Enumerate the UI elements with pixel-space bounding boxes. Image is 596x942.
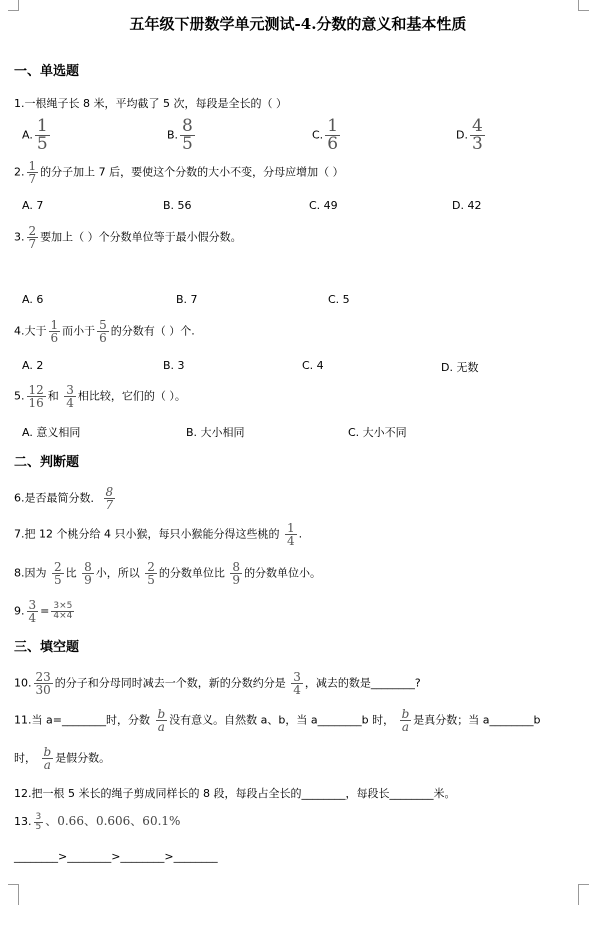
question-8-text: [14, 561, 321, 586]
q4-option-b[interactable]: B. 3: [163, 359, 185, 372]
q3-option-a[interactable]: A. 6: [22, 293, 44, 306]
q4-option-a[interactable]: A. 2: [22, 359, 44, 372]
text-part: .: [298, 527, 303, 541]
fraction: [97, 319, 109, 344]
question-9-text: [14, 599, 76, 624]
denominator: 6: [99, 331, 107, 345]
question-12-text: 12.把一根 5 米长的绳子剪成同样长的 8 段，每段占全长的________，每段长________米。: [14, 787, 456, 800]
option-label: D.: [456, 128, 468, 142]
fraction: [34, 671, 53, 696]
denominator: 30: [35, 683, 51, 697]
text-part: 和: [47, 389, 59, 403]
fraction: [180, 118, 195, 153]
fraction: [64, 384, 76, 409]
fraction: [291, 671, 303, 696]
fraction: [145, 561, 157, 586]
text-part: 没有意义。自然数 a、b，当 a________b 时，: [169, 713, 395, 727]
question-1-text: 1.一根绳子长 8 米，平均截了 5 次，每段是全长的（ ）: [14, 97, 287, 110]
q5-option-b[interactable]: B. 大小相同: [186, 426, 245, 439]
fraction: [104, 486, 116, 511]
numerator: 3: [66, 383, 74, 397]
fraction: [27, 384, 46, 409]
section-heading-single-choice: 一、单选题: [14, 64, 80, 79]
question-number: 10.: [14, 676, 32, 690]
numerator: 1: [50, 318, 59, 332]
q1-option-d[interactable]: [456, 118, 487, 153]
text-part: 的分数有（ ）个.: [110, 324, 195, 338]
denominator: 3: [471, 134, 483, 154]
question-11-text-cont: [14, 746, 110, 771]
q5-option-c[interactable]: C. 大小不同: [348, 426, 407, 439]
question-2-text: [14, 160, 344, 185]
option-label: C.: [312, 128, 324, 142]
text-part: 8.因为: [14, 566, 47, 580]
denominator: 9: [232, 573, 241, 587]
numerator: 8: [105, 485, 114, 499]
numerator: 1: [28, 159, 37, 173]
question-13-text: [14, 812, 180, 832]
numerator: 2: [147, 560, 155, 574]
q4-option-d[interactable]: D. 无数: [441, 361, 479, 374]
numerator: 8: [182, 116, 193, 136]
fraction: [52, 561, 64, 586]
text-part: 的分数单位比: [158, 566, 225, 580]
text-part: 是假分数。: [55, 751, 111, 765]
q2-option-a[interactable]: A. 7: [22, 199, 44, 212]
numerator: 5: [99, 318, 107, 332]
fraction: [42, 746, 54, 771]
question-number: 5.: [14, 389, 25, 403]
fraction: [82, 561, 94, 586]
denominator: 7: [28, 237, 37, 251]
question-body: 要加上（ ）个分数单位等于最小假分数。: [40, 230, 242, 244]
numerator: 3×5: [53, 601, 73, 611]
numerator: 8: [84, 560, 92, 574]
numerator: b: [401, 707, 410, 721]
text-part: 比: [65, 566, 77, 580]
fraction: [230, 561, 242, 586]
numerator: 1: [36, 116, 48, 136]
denominator: a: [157, 720, 165, 734]
fraction: [155, 708, 167, 733]
numerator: 8: [232, 560, 241, 574]
fraction: [285, 522, 297, 547]
denominator: 4: [66, 396, 74, 410]
text-part: 的分子和分母同时减去一个数，新的分数约分是: [54, 676, 286, 690]
q3-option-b[interactable]: B. 7: [176, 293, 198, 306]
q2-option-b[interactable]: B. 56: [163, 199, 192, 212]
denominator: 5: [36, 134, 48, 154]
numerator: 2: [28, 224, 37, 238]
question-3-text: [14, 225, 242, 250]
fraction: [400, 708, 412, 733]
fraction: [51, 602, 74, 621]
fraction: [27, 225, 39, 250]
crop-mark-top-right: [578, 0, 589, 11]
q2-option-d[interactable]: D. 42: [452, 199, 482, 212]
numerator: 12: [28, 383, 44, 397]
numerator: b: [157, 707, 166, 721]
section-heading-true-false: 二、判断题: [14, 455, 80, 470]
denominator: 6: [327, 134, 339, 154]
fraction: [27, 160, 39, 185]
numerator: 3: [293, 670, 301, 684]
denominator: 4: [286, 534, 295, 548]
denominator: 9: [84, 573, 92, 587]
fraction: [35, 118, 50, 153]
fraction: [470, 118, 485, 153]
numerator: 2: [54, 560, 62, 574]
question-body: 6.是否最简分数．: [14, 491, 102, 505]
text-part: 相比较，它们的（ ）。: [77, 389, 186, 403]
question-body: 7.把 12 个桃分给 4 只小猴，每只小猴能分得这些桃的: [14, 527, 280, 541]
numerator: 3: [28, 598, 37, 612]
denominator: a: [401, 720, 409, 734]
denominator: 5: [54, 573, 62, 587]
text-part: 而小于: [62, 324, 96, 338]
question-number: 13.: [14, 815, 32, 828]
question-number: 9.: [14, 604, 25, 618]
question-7-text: [14, 522, 302, 547]
denominator: 4: [293, 683, 301, 697]
number-list: 、0.66、0.606、60.1%: [45, 814, 181, 828]
answer-blank[interactable]: ，减去的数是________?: [304, 676, 421, 690]
section-heading-fill-blank: 三、填空题: [14, 640, 80, 655]
question-13-answer-chain[interactable]: ________>________>________>________: [14, 850, 218, 863]
fraction: [325, 118, 340, 153]
q5-option-a[interactable]: A. 意义相同: [22, 426, 81, 439]
question-body: 的分子加上 7 后，要使这个分数的大小不变，分母应增加（ ）: [40, 165, 344, 179]
question-6-text: [14, 486, 117, 511]
text-part: 小，所以: [95, 566, 140, 580]
fraction: [34, 813, 44, 832]
question-5-text: [14, 384, 186, 409]
q1-option-a[interactable]: [22, 118, 52, 153]
question-number: 2.: [14, 165, 25, 179]
question-11-text: [14, 708, 541, 733]
denominator: 4×4: [53, 611, 73, 621]
text-part: 11.当 a=________时，分数: [14, 713, 150, 727]
q2-option-c[interactable]: C. 49: [309, 199, 338, 212]
numerator: 23: [35, 670, 51, 684]
numerator: 4: [471, 116, 483, 136]
text-part: 4.大于: [14, 324, 47, 338]
q4-option-c[interactable]: C. 4: [302, 359, 324, 372]
denominator: 6: [50, 331, 59, 345]
fraction: [49, 319, 61, 344]
fraction: [27, 599, 39, 624]
q1-option-c[interactable]: [312, 118, 342, 153]
text-part: 的分数单位小。: [244, 566, 322, 580]
crop-mark-top-left: [8, 0, 19, 11]
question-10-text: [14, 671, 421, 696]
denominator: 7: [105, 498, 114, 512]
question-number: 3.: [14, 230, 25, 244]
option-label: A.: [22, 128, 33, 142]
crop-mark-bottom-left: [8, 884, 19, 905]
denominator: 5: [35, 821, 42, 832]
denominator: 16: [28, 396, 44, 410]
denominator: 4: [28, 611, 37, 625]
text-part: 是真分数；当 a________b: [413, 713, 541, 727]
question-4-text: [14, 319, 195, 344]
numerator: 1: [286, 521, 295, 535]
numerator: b: [43, 745, 52, 759]
crop-mark-bottom-right: [578, 884, 589, 905]
q3-option-c[interactable]: C. 5: [328, 293, 350, 306]
denominator: a: [43, 758, 51, 772]
q1-option-b[interactable]: [167, 118, 197, 153]
option-label: B.: [167, 128, 179, 142]
denominator: 7: [28, 172, 37, 186]
numerator: 3: [35, 811, 42, 822]
page-title: 五年级下册数学单元测试-4.分数的意义和基本性质: [129, 15, 467, 33]
denominator: 5: [182, 134, 193, 154]
equals-sign: =: [40, 604, 50, 618]
text-part: 时，: [14, 751, 36, 765]
denominator: 5: [147, 573, 155, 587]
numerator: 1: [327, 116, 339, 136]
